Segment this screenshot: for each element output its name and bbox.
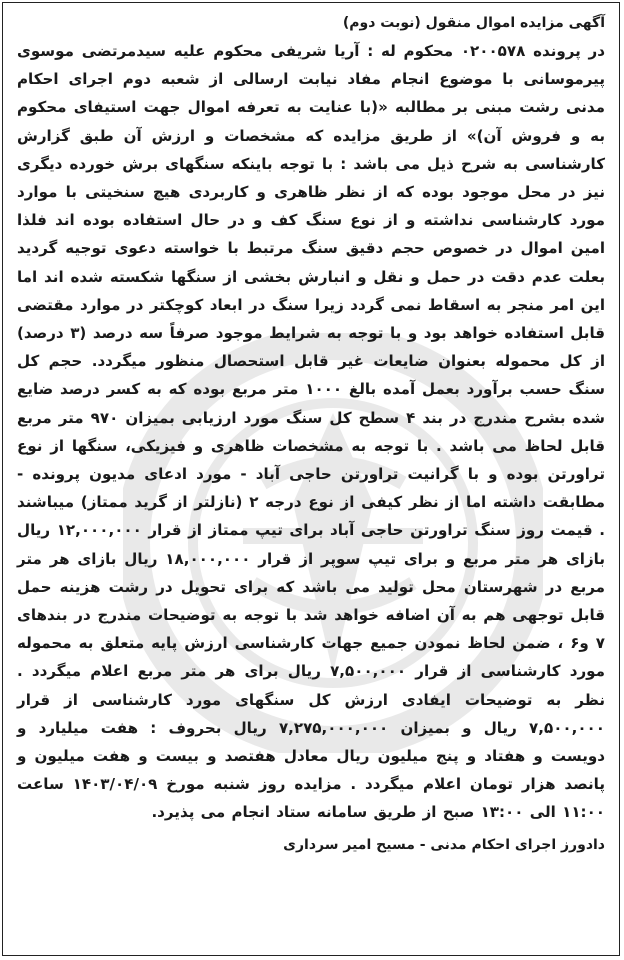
notice-content: [3, 3, 619, 857]
notice-frame: [2, 2, 620, 956]
notice-signature: دادورز اجرای احکام مدنی - مسیح امیر سرداری: [283, 836, 605, 853]
notice-title: آگهی مزایده اموال منقول (نوبت دوم): [342, 15, 605, 31]
notice-body: در پرونده ۰۲۰۰۵۷۸ محکوم له : آریا شریفی محکوم علیه سیدمرتضی موسوی پیرموسانی با موضوع انجام مفاد نیابت ارسالی از شعبه دوم اجرای احکام مدنی رشت مبنی بر مطالبه «(با عنایت به تعرفه اموال جهت استیفای محکوم به و فروش آن)» از طریق مزایده که مشخصات و ارزش آن طبق گزارش کارشناسی به شرح ذیل می باشد : با توجه باینکه سنگهای برش خورده دیگری نیز در محل موجود بوده که از نظر ظاهری و کاربردی هیچ سنخیتی با موارد مورد کارشناسی نداشته و از نوع سنگ کف و در حال استفاده بوده اند فلذا امین اموال در خصوص حجم دقیق سنگ مرتبط با خواسته دعوی توجیه گردید بعلت عدم دقت در حمل و نقل و انبارش بخشی از سنگها شکسته شده اند اما این امر منجر به اسقاط نمی گردد زیرا سنگ در ابعاد کوچکتر در موارد مقتضی قابل استفاده خواهد بود و با توجه به شرایط موجود صرفاً سه درصد (۳ درصد) از کل محموله بعنوان ضایعات غیر قابل استحصال منظور میگردد. حجم کل سنگ حسب برآورد بعمل آمده بالغ ۱۰۰۰ متر مربع بوده که به کسر درصد ضایع شده بشرح مندرج در بند ۴ سطح کل سنگ مورد ارزیابی بمیزان ۹۷۰ متر مربع قابل لحاظ می باشد . با توجه به مشخصات ظاهری و فیزیکی، سنگها از نوع تراورتن بوده و با گرانیت تراورتن حاجی آباد - مورد ادعای مدیون پرونده - مطابقت داشته اما از نظر کیفی از نوع درجه ۲ (نازلتر از گرید ممتاز) میباشند . قیمت روز سنگ تراورتن حاجی آباد برای تیپ ممتاز از قرار ۱۲,۰۰۰,۰۰۰ ریال بازای هر متر مربع و برای تیپ سوپر از قرار ۱۸,۰۰۰,۰۰۰ ریال بازای هر متر مربع در شهرستان محل تولید می باشد که برای تحویل در رشت هزینه حمل قابل توجهی هم به آن اضافه خواهد شد با توجه به توضیحات مندرج در بندهای ۷ و۶ ، ضمن لحاظ نمودن جمیع جهات کارشناسی ارزش پایه متعلق به محموله مورد کارشناسی از قرار ۷,۵۰۰,۰۰۰ ریال برای هر متر مربع اعلام میگردد . نظر به توضیحات ایفادی ارزش کل سنگهای مورد کارشناسی از قرار ۷,۵۰۰,۰۰۰ ریال و بمیزان ۷,۲۷۵,۰۰۰,۰۰۰ ریال بحروف : هفت میلیارد و دویست و هفتاد و پنج میلیون ریال معادل هفتصد و بیست و هفت میلیون و پانصد هزار تومان اعلام میگردد . مزایده روز شنبه مورخ ۱۴۰۳/۰۴/۰۹ ساعت ۱۱:۰۰ الی ۱۳:۰۰ صبح از طریق سامانه ستاد انجام می پذیرد.: [17, 42, 605, 822]
